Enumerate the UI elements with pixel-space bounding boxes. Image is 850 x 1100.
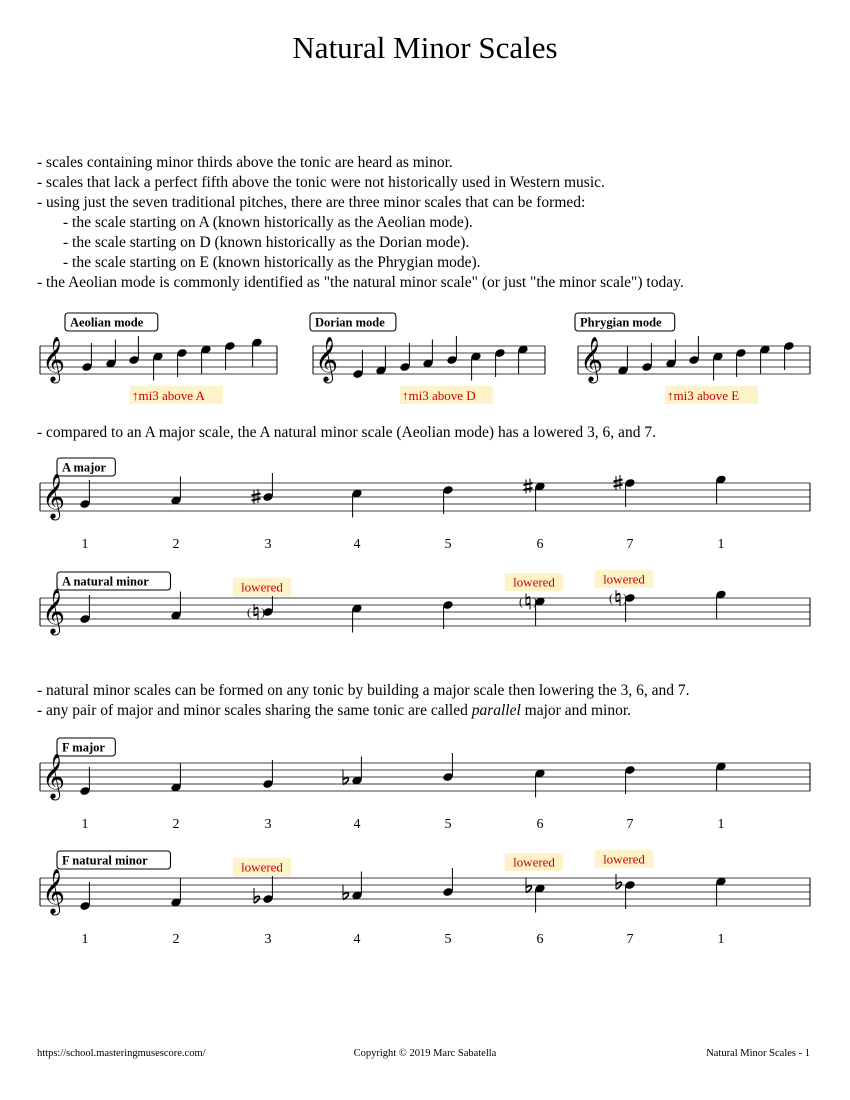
parallel-text-start: - any pair of major and minor scales sharing the same tonic are called (37, 702, 472, 719)
mode-note (200, 344, 212, 373)
scale-label: F major (62, 740, 105, 755)
footer-page-label: Natural Minor Scales - 1 (706, 1048, 810, 1059)
scale-degree: 1 (81, 817, 89, 832)
parallel-term: parallel (471, 702, 521, 719)
lowered-annotation: lowered (603, 571, 645, 587)
flat-bowl (254, 896, 259, 903)
scale-degree: 7 (626, 817, 634, 832)
mode-note (105, 340, 117, 369)
scale-note (170, 879, 182, 908)
scale-staff (40, 589, 810, 635)
paren-open: ( (247, 605, 251, 619)
lowered-annotation: lowered (241, 579, 283, 595)
natural-icon (526, 594, 530, 610)
sharp-bar (252, 494, 261, 496)
scale-label: A natural minor (62, 574, 149, 589)
scale-degree: 1 (81, 537, 89, 552)
treble-clef-icon: 𝄞 (580, 337, 604, 382)
mode-note (375, 347, 387, 376)
natural-bar (616, 600, 620, 602)
paren-open: ( (609, 591, 613, 605)
mode-note (446, 336, 458, 365)
scale-note (79, 480, 91, 509)
mode-note (399, 343, 411, 372)
scale-degree: 3 (264, 817, 272, 832)
scale-staff (40, 754, 810, 800)
scale-note (351, 757, 363, 786)
mode-note (735, 348, 747, 377)
scale-note (442, 485, 454, 514)
scale-note (534, 883, 546, 912)
scale-note (262, 875, 274, 904)
paren-open: ( (519, 594, 523, 609)
scale-degree: 5 (444, 537, 452, 552)
mode-note (712, 351, 724, 380)
scale-degree: 3 (264, 537, 272, 552)
mode-note (176, 348, 188, 377)
mi3-annotation: ↑mi3 above A (132, 388, 205, 403)
scale-note (715, 876, 727, 905)
scale-note (262, 473, 274, 502)
scale-note (79, 882, 91, 911)
scale-degree: 6 (536, 537, 544, 552)
mode-note (422, 340, 434, 369)
lowered-annotation: lowered (241, 859, 283, 875)
mode-label: Phrygian mode (580, 315, 662, 330)
sharp-icon (524, 479, 533, 494)
treble-clef-icon: 𝄞 (42, 474, 66, 519)
intro-line: - the scale starting on A (known historically as the Aeolian mode). (63, 214, 473, 231)
mi3-annotation: ↑mi3 above E (667, 388, 740, 403)
scale-degree: 2 (172, 537, 180, 552)
scale-note (534, 768, 546, 797)
scale-note (262, 760, 274, 789)
flat-icon (254, 888, 259, 903)
scale-note (170, 477, 182, 506)
mode-note (688, 336, 700, 365)
page-title: Natural Minor Scales (292, 30, 558, 65)
mode-note (128, 336, 140, 365)
scale-note (170, 764, 182, 793)
sharp-bar (252, 499, 261, 501)
sharp-icon (252, 489, 261, 504)
mode-note (352, 350, 364, 379)
sharp-bar (614, 485, 623, 487)
scale-degree: 1 (717, 537, 725, 552)
flat-bowl (526, 886, 531, 893)
scale-degree: 4 (353, 932, 361, 947)
scale-degree: 7 (626, 537, 634, 552)
treble-clef-icon: 𝄞 (42, 337, 66, 382)
flat-bowl (343, 778, 348, 785)
paren-close: ) (533, 594, 537, 609)
natural-bar (616, 594, 620, 596)
lowered-annotation: lowered (513, 574, 555, 590)
parallel-text-end: major and minor. (520, 702, 631, 719)
sharp-bar (614, 480, 623, 482)
scale-note (624, 880, 636, 909)
scale-note (170, 592, 182, 621)
flat-icon (616, 874, 621, 889)
treble-clef-icon: 𝄞 (42, 589, 66, 634)
mode-label: Aeolian mode (70, 315, 144, 330)
scale-note (351, 872, 363, 901)
mode-note (81, 343, 93, 372)
treble-clef-icon: 𝄞 (42, 754, 66, 799)
scale-note (715, 761, 727, 790)
scale-staff (40, 474, 810, 520)
lowered-annotation: lowered (603, 851, 645, 867)
mode-note (665, 340, 677, 369)
scale-note (624, 478, 636, 507)
scale-note (79, 767, 91, 796)
scale-degree: 3 (264, 932, 272, 947)
mode-note (759, 344, 771, 373)
scale-degree: 6 (536, 817, 544, 832)
mode-note (517, 344, 529, 373)
scale-degree: 2 (172, 817, 180, 832)
parallel-text-1: - natural minor scales can be formed on any tonic by building a major scale then lowering the 3, 6, and 7. (37, 682, 690, 699)
intro-line: - the scale starting on D (known historically as the Dorian mode). (63, 234, 470, 251)
mode-note (494, 348, 506, 377)
scale-note (624, 765, 636, 794)
sharp-icon (614, 475, 623, 490)
scale-degree: 7 (626, 932, 634, 947)
natural-bar (526, 604, 530, 606)
flat-bowl (616, 882, 621, 889)
scale-degree: 4 (353, 817, 361, 832)
scale-note (715, 589, 727, 618)
lowered-annotation: lowered (513, 854, 555, 870)
scale-degree: 5 (444, 817, 452, 832)
scale-note (442, 753, 454, 782)
treble-clef-icon: 𝄞 (42, 869, 66, 914)
scale-note (442, 600, 454, 629)
paren-close: ) (623, 591, 627, 605)
scale-degree: 1 (717, 932, 725, 947)
paren-close: ) (261, 605, 265, 619)
treble-clef-icon: 𝄞 (315, 337, 339, 382)
mode-note (470, 351, 482, 380)
scale-note (442, 868, 454, 897)
natural-bar (526, 597, 530, 599)
scale-degree: 5 (444, 932, 452, 947)
scale-note (351, 488, 363, 517)
mi3-annotation: ↑mi3 above D (402, 388, 476, 403)
scale-degree: 2 (172, 932, 180, 947)
natural-bar (254, 614, 258, 616)
intro-line: - scales that lack a perfect fifth above the tonic were not historically used in Western music. (37, 174, 605, 191)
scale-degree: 6 (536, 932, 544, 947)
scale-note (79, 595, 91, 624)
scale-degree: 1 (717, 817, 725, 832)
footer-url: https://school.masteringmusescore.com/ (37, 1048, 206, 1059)
mode-note (152, 351, 164, 380)
intro-line: - using just the seven traditional pitches, there are three minor scales that can be formed: (37, 194, 586, 211)
mode-note (224, 341, 236, 370)
footer-copyright: Copyright © 2019 Marc Sabatella (353, 1048, 497, 1059)
mode-note (641, 343, 653, 372)
scale-staff (40, 869, 810, 915)
intro-line: - the scale starting on E (known historically as the Phrygian mode). (63, 254, 481, 271)
scale-note (351, 603, 363, 632)
natural-bar (254, 608, 258, 610)
intro-line: - the Aeolian mode is commonly identified as "the natural minor scale" (or just "the minor scale") today. (37, 274, 684, 291)
mode-note (251, 337, 263, 366)
mode-note (617, 347, 629, 376)
scale-note (715, 474, 727, 503)
scale-note (534, 481, 546, 510)
mode-label: Dorian mode (315, 315, 385, 330)
intro-line: - scales containing minor thirds above the tonic are heard as minor. (37, 154, 453, 171)
mode-note (783, 341, 795, 370)
scale-label: A major (62, 460, 107, 475)
scale-degree: 1 (81, 932, 89, 947)
flat-bowl (343, 893, 348, 900)
compare-text: - compared to an A major scale, the A natural minor scale (Aeolian mode) has a lowered 3, 6, and 7. (37, 424, 656, 441)
scale-degree: 4 (353, 537, 361, 552)
scale-label: F natural minor (62, 853, 148, 868)
